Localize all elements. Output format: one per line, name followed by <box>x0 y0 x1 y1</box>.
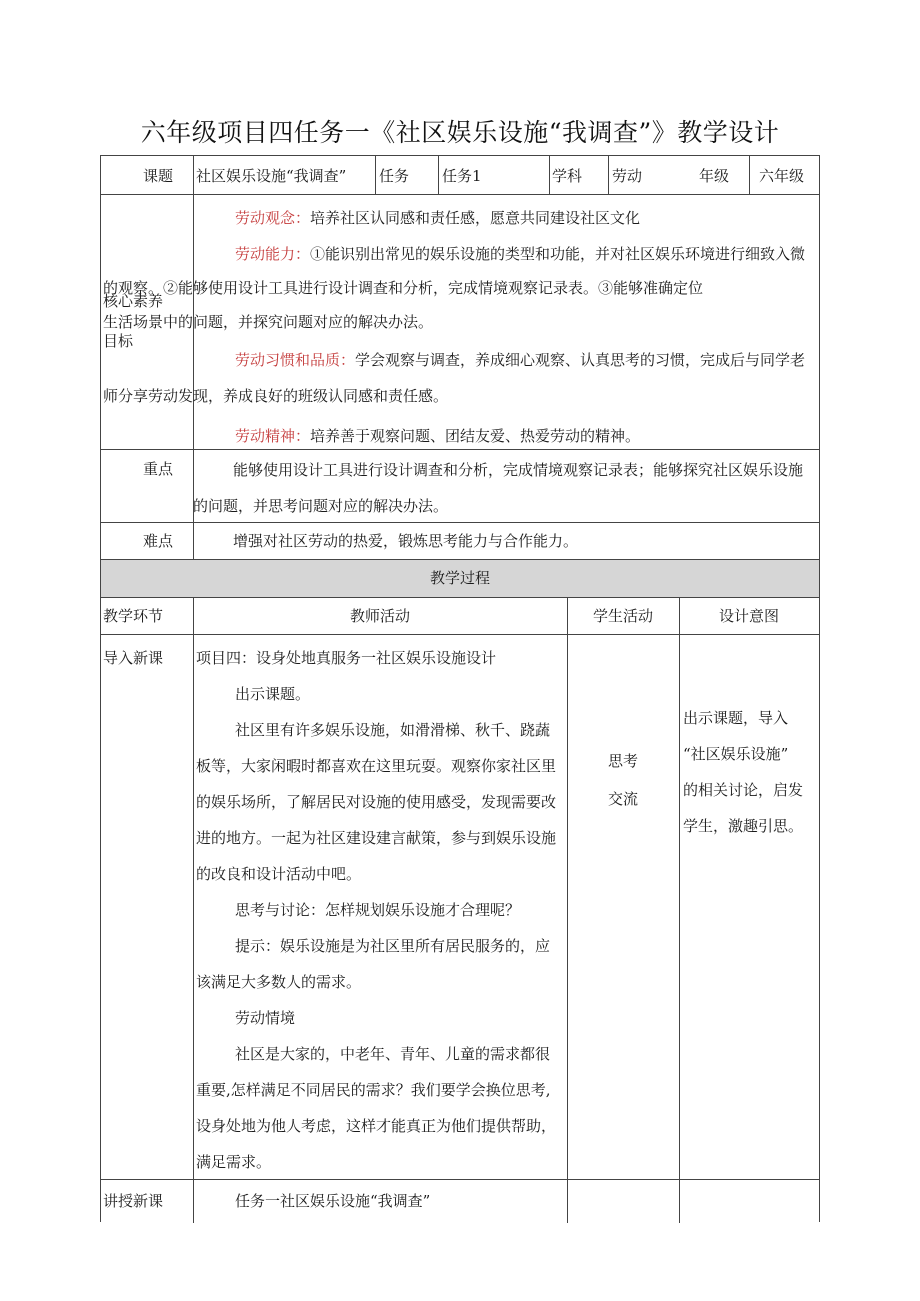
intro-p1-line1: 社区里有许多娱乐设施，如滑滑梯、秋千、跷蔬 <box>235 721 551 739</box>
labor-habit <box>235 342 805 378</box>
grade-label: 年级 <box>699 167 730 185</box>
col-stage-header: 教学环节 <box>103 607 164 625</box>
difficulty-text: 增强对社区劳动的热爱，锻炼思考能力与合作能力。 <box>233 532 579 550</box>
subject-value: 劳动 <box>612 167 643 185</box>
labor-ability-label: 劳动能力： <box>235 245 311 263</box>
row-divider <box>101 597 819 598</box>
row-divider <box>101 559 819 560</box>
col-divider <box>679 597 680 1223</box>
intent-line3: 的相关讨论，启发 <box>683 781 804 799</box>
labor-concept-label: 劳动观念： <box>235 209 311 227</box>
col-divider <box>608 156 609 194</box>
col-divider <box>375 156 376 194</box>
key-point-label: 重点 <box>143 460 174 478</box>
col-intent-header: 设计意图 <box>718 607 779 625</box>
intent-line2: “社区娱乐设施” <box>683 745 789 763</box>
col-divider <box>193 597 194 1223</box>
intro-hint-line2: 该满足大多数人的需求。 <box>196 973 362 991</box>
course-label: 课题 <box>143 167 174 185</box>
core-label-line1: 核心素养 <box>103 292 164 310</box>
intro-discuss: 思考与讨论：怎样规划娱乐设施才合理呢？ <box>235 901 521 919</box>
labor-concept <box>235 200 640 236</box>
task-value: 任务1 <box>442 167 482 185</box>
col-divider <box>438 156 439 194</box>
key-point-line1: 能够使用设计工具进行设计调查和分析，完成情境观察记录表；能够探究社区娱乐设施 <box>233 461 804 479</box>
task-label: 任务 <box>379 167 410 185</box>
intro-p1-line3: 的娱乐场所，了解居民对设施的使用感受，发现需要改 <box>196 793 557 811</box>
intro-hint-line1: 提示：娱乐设施是为社区里所有居民服务的，应 <box>235 937 551 955</box>
intro-scenario-line4: 满足需求。 <box>196 1153 272 1171</box>
intro-scenario-title: 劳动情境 <box>235 1009 296 1027</box>
col-student-header: 学生活动 <box>592 607 653 625</box>
lesson-plan-table <box>100 155 820 1222</box>
row-divider <box>101 634 819 635</box>
process-title: 教学过程 <box>429 569 490 587</box>
labor-ability-line3: 生活场景中的问题，并探究问题对应的解决办法。 <box>103 313 434 331</box>
grade-value: 六年级 <box>759 167 805 185</box>
intro-scenario-line1: 社区是大家的，中老年、青年、儿童的需求都很 <box>235 1045 551 1063</box>
labor-habit-line1: 学会观察与调查，养成细心观察、认真思考的习惯，完成后与同学老 <box>355 351 806 369</box>
intro-stage: 导入新课 <box>103 649 164 667</box>
intro-scenario-line3: 设身处地为他人考虑，这样才能真正为他们提供帮助， <box>196 1117 557 1135</box>
labor-ability <box>235 236 805 272</box>
intro-scenario-line2: 重要,怎样满足不同居民的需求？我们要学会换位思考, <box>196 1081 551 1099</box>
subject-label: 学科 <box>552 167 583 185</box>
col-divider <box>749 156 750 194</box>
intro-p1-line4: 进的地方。一起为社区建设建言献策，参与到娱乐设施 <box>196 829 557 847</box>
col-divider <box>567 597 568 1223</box>
intro-p1-line5: 的改良和设计活动中吧。 <box>196 865 362 883</box>
labor-ability-line1: ①能识别出常见的娱乐设施的类型和功能，并对社区娱乐环境进行细致入微 <box>310 245 806 263</box>
labor-spirit-text: 培养善于观察问题、团结友爱、热爱劳动的精神。 <box>310 427 641 445</box>
labor-ability-line2: 的观察。②能够使用设计工具进行设计调查和分析，完成情境观察记录表。③能够准确定位 <box>103 279 704 297</box>
difficulty-label: 难点 <box>143 532 174 550</box>
col-divider <box>549 156 550 194</box>
student-activity-discuss: 交流 <box>608 790 639 808</box>
labor-spirit-label: 劳动精神： <box>235 427 311 445</box>
intent-line1: 出示课题，导入 <box>683 709 789 727</box>
intro-show-topic: 出示课题。 <box>235 685 311 703</box>
labor-concept-text: 培养社区认同感和责任感，愿意共同建设社区文化 <box>310 209 641 227</box>
intro-project: 项目四：设身处地真服务一社区娱乐设施设计 <box>196 649 497 667</box>
intro-p1-line2: 板等，大家闲暇时都喜欢在这里玩耍。观察你家社区里 <box>196 757 557 775</box>
col-teacher-header: 教师活动 <box>349 607 410 625</box>
row-divider <box>101 194 819 195</box>
labor-habit-label: 劳动习惯和品质： <box>235 351 356 369</box>
document-title: 六年级项目四任务一《社区娱乐设施“我调查”》教学设计 <box>140 118 780 147</box>
core-label-line2: 目标 <box>103 332 134 350</box>
course-value: 社区娱乐设施“我调查” <box>196 167 347 185</box>
student-activity-think: 思考 <box>608 752 639 770</box>
key-point-line2: 的问题，并思考问题对应的解决办法。 <box>193 497 449 515</box>
labor-spirit <box>235 418 640 454</box>
labor-habit-line2: 师分享劳动发现，养成良好的班级认同感和责任感。 <box>103 387 449 405</box>
intent-line4: 学生，激趣引思。 <box>683 817 804 835</box>
teach-task: 任务一社区娱乐设施“我调查” <box>235 1192 431 1210</box>
teach-stage: 讲授新课 <box>103 1192 164 1210</box>
